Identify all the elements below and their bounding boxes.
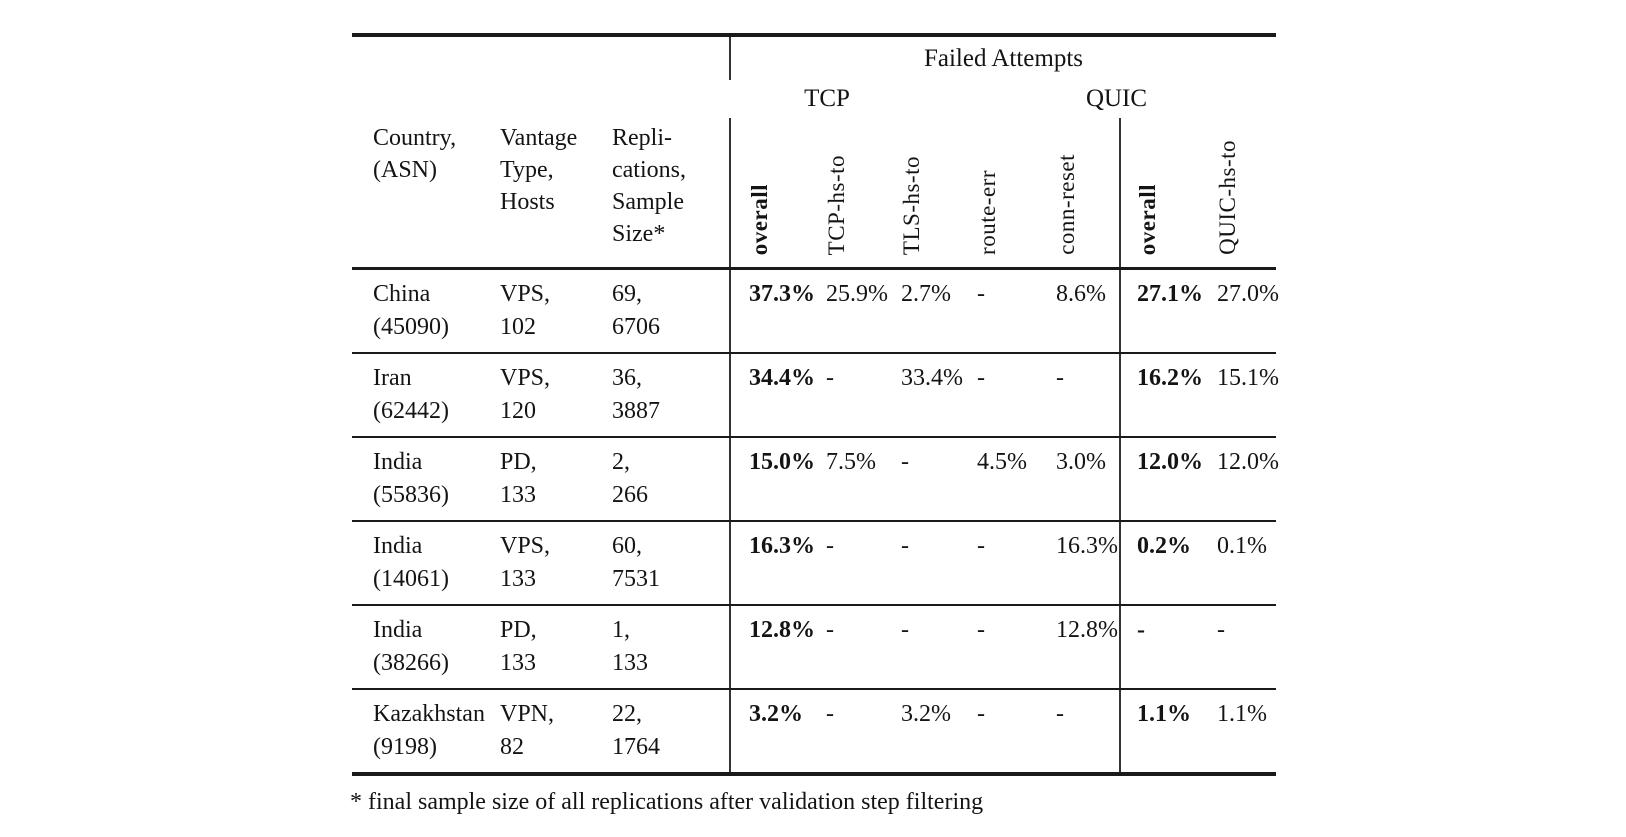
header-quic-overall: overall (1119, 118, 1197, 267)
group-header-failed-attempts: Failed Attempts (729, 37, 1276, 80)
header-conn-reset: conn-reset (1054, 154, 1079, 255)
conn-reset-cell: 8.6% (1056, 281, 1106, 307)
header-country-line1: Country, (373, 125, 457, 151)
column-header-row (352, 118, 1276, 267)
replications-cell: 1, 133 (612, 617, 648, 676)
tls-hs-to-cell: 3.2% (901, 701, 951, 727)
header-country-line2: (ASN) (373, 157, 437, 183)
protocol-header-row (352, 80, 1276, 118)
quic-overall-cell: 27.1% (1119, 270, 1197, 352)
quic-hs-to-cell: 1.1% (1217, 701, 1267, 727)
route-err-cell: - (977, 617, 985, 643)
quic-overall-cell: 0.2% (1119, 522, 1197, 604)
quic-hs-to-cell: 15.1% (1217, 365, 1279, 391)
replications-cell: 2, 266 (612, 449, 648, 508)
quic-overall-cell: 1.1% (1119, 690, 1197, 772)
header-vantage-line3: Hosts (500, 189, 555, 215)
header-tcp-overall: overall (729, 118, 806, 267)
tls-hs-to-cell: 2.7% (901, 281, 951, 307)
protocol-header-quic: QUIC (1085, 85, 1148, 112)
group-header-row (352, 37, 1276, 80)
header-replications-sample-size (591, 118, 729, 267)
header-tls-hs-to: TLS-hs-to (899, 155, 924, 255)
header-repl-line3: Sample (612, 189, 684, 215)
table-row-india-55836 (352, 438, 1279, 522)
conn-reset-cell: 12.8% (1056, 617, 1118, 643)
conn-reset-cell: 3.0% (1056, 449, 1106, 475)
tcp-hs-to-cell: 7.5% (826, 449, 876, 475)
vantage-cell: PD, 133 (500, 617, 537, 676)
conn-reset-cell: - (1056, 701, 1064, 727)
tcp-overall-cell: 12.8% (729, 606, 806, 688)
tcp-hs-to-cell: - (826, 617, 834, 643)
quic-hs-to-cell: - (1217, 617, 1225, 643)
header-quic-hs-to: QUIC-hs-to (1215, 140, 1240, 255)
tcp-overall-cell: 37.3% (729, 270, 806, 352)
tcp-overall-cell: 15.0% (729, 438, 806, 520)
tcp-hs-to-cell: - (826, 701, 834, 727)
header-vantage-type-hosts (479, 118, 591, 267)
country-cell: China (45090) (373, 281, 449, 340)
tcp-overall-cell: 34.4% (729, 354, 806, 436)
quic-hs-to-cell: 0.1% (1217, 533, 1267, 559)
country-cell: India (14061) (373, 533, 449, 592)
route-err-cell: - (977, 533, 985, 559)
vantage-cell: VPS, 120 (500, 365, 551, 424)
protocol-header-tcp: TCP (804, 85, 850, 112)
tcp-overall-cell: 16.3% (729, 522, 806, 604)
table-row-india-14061 (352, 522, 1276, 606)
header-vantage-line1: Vantage (500, 125, 578, 151)
tcp-hs-to-cell: 25.9% (826, 281, 888, 307)
failed-attempts-table (352, 33, 1279, 776)
route-err-cell: - (977, 701, 985, 727)
route-err-cell: - (977, 281, 985, 307)
quic-hs-to-cell: 27.0% (1217, 281, 1279, 307)
conn-reset-cell: 16.3% (1056, 533, 1118, 559)
header-route-err: route-err (975, 170, 1000, 255)
header-repl-line2: cations, (612, 157, 686, 183)
conn-reset-cell: - (1056, 365, 1064, 391)
quic-overall-cell: - (1119, 606, 1197, 688)
quic-overall-cell: 12.0% (1119, 438, 1197, 520)
tls-hs-to-cell: - (901, 617, 909, 643)
table-row-india-38266 (352, 606, 1276, 690)
route-err-cell: 4.5% (977, 449, 1027, 475)
replications-cell: 60, 7531 (612, 533, 660, 592)
header-vantage-line2: Type, (500, 157, 554, 183)
tcp-hs-to-cell: - (826, 365, 834, 391)
tls-hs-to-cell: - (901, 449, 909, 475)
quic-hs-to-cell: 12.0% (1217, 449, 1279, 475)
country-cell: Iran (62442) (373, 365, 449, 424)
replications-cell: 69, 6706 (612, 281, 660, 340)
country-cell: India (38266) (373, 617, 449, 676)
tls-hs-to-cell: 33.4% (901, 365, 963, 391)
header-repl-line1: Repli- (612, 125, 672, 151)
tcp-overall-cell: 3.2% (729, 690, 806, 772)
vantage-cell: PD, 133 (500, 449, 537, 508)
route-err-cell: - (977, 365, 985, 391)
header-tcp-hs-to: TCP-hs-to (824, 154, 849, 255)
table-row-kazakhstan-9198 (352, 690, 1276, 772)
tls-hs-to-cell: - (901, 533, 909, 559)
table-row-iran-62442 (352, 354, 1279, 438)
vantage-cell: VPS, 133 (500, 533, 551, 592)
header-repl-line4: Size* (612, 221, 666, 247)
quic-overall-cell: 16.2% (1119, 354, 1197, 436)
table-footnote: * final sample size of all replications after validation step filtering (350, 789, 984, 815)
country-cell: India (55836) (373, 449, 449, 508)
table-row-china-45090 (352, 270, 1279, 354)
vantage-cell: VPN, 82 (500, 701, 555, 760)
vantage-cell: VPS, 102 (500, 281, 551, 340)
replications-cell: 36, 3887 (612, 365, 660, 424)
tcp-hs-to-cell: - (826, 533, 834, 559)
table-bottom-rule (352, 772, 1276, 776)
header-country-asn (352, 118, 479, 267)
replications-cell: 22, 1764 (612, 701, 660, 760)
country-cell: Kazakhstan (9198) (373, 701, 485, 760)
